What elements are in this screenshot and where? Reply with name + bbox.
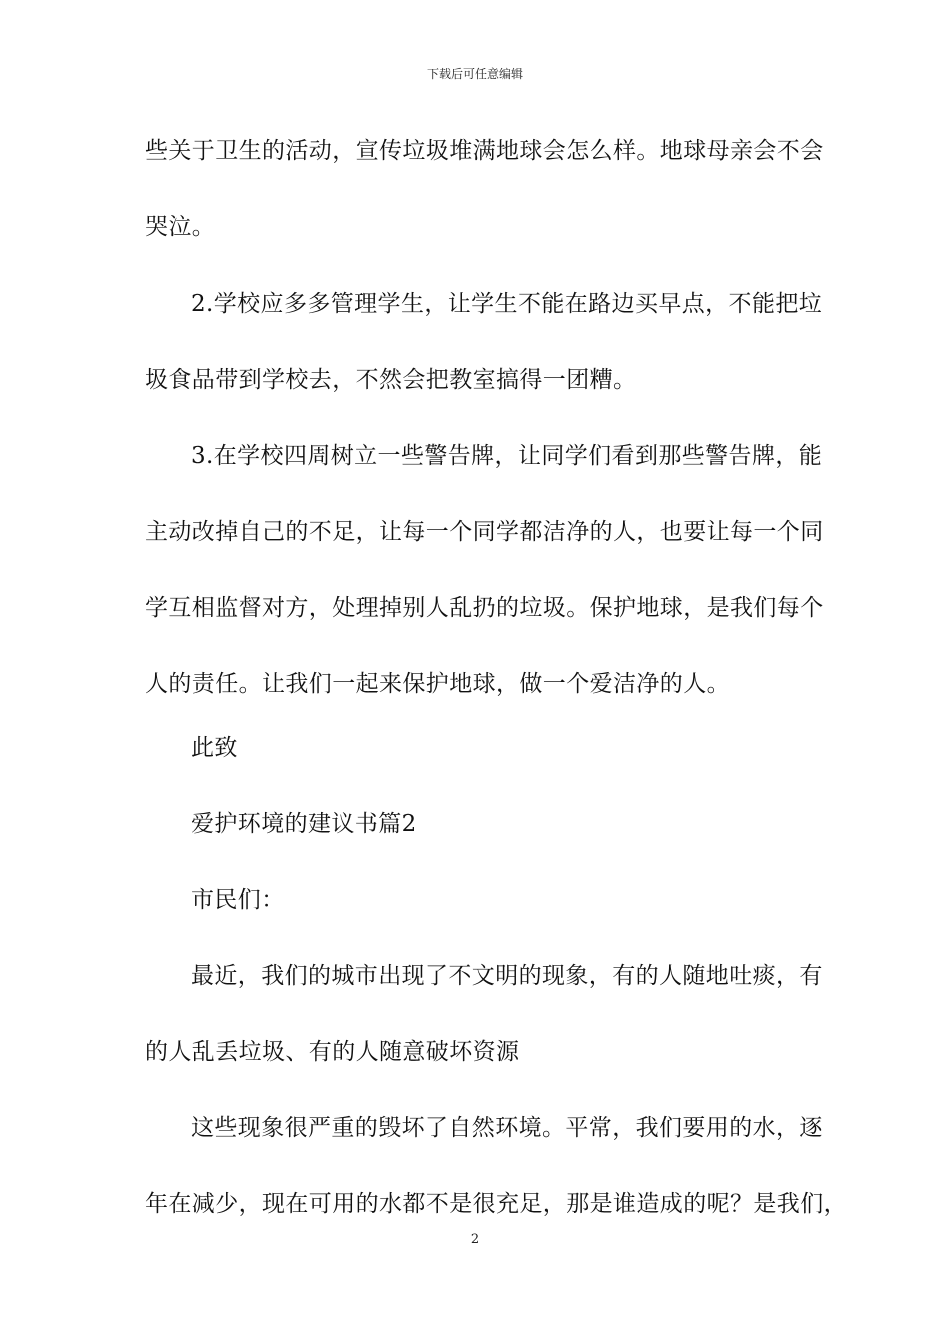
text-line-9: 此致 xyxy=(191,735,238,761)
text-line-4: 圾食品带到学校去，不然会把教室搞得一团糟。 xyxy=(145,367,637,393)
text-line-5: 3.在学校四周树立一些警告牌，让同学们看到那些警告牌，能 xyxy=(191,443,823,469)
text-line-12: 最近，我们的城市出现了不文明的现象，有的人随地吐痰，有 xyxy=(191,963,823,989)
text-line-14: 这些现象很严重的毁坏了自然环境。平常，我们要用的水，逐 xyxy=(191,1115,823,1141)
text-line-15: 年在减少，现在可用的水都不是很充足，那是谁造成的呢？是我们， xyxy=(145,1191,847,1217)
page-number: 2 xyxy=(470,1232,480,1247)
page-header: 下载后可任意编辑 xyxy=(426,67,523,81)
text-line-3: 2.学校应多多管理学生，让学生不能在路边买早点，不能把垃 xyxy=(191,291,823,317)
text-line-8: 人的责任。让我们一起来保护地球，做一个爱洁净的人。 xyxy=(145,671,730,697)
section-heading: 爱护环境的建议书篇2 xyxy=(191,811,417,837)
text-line-13: 的人乱丢垃圾、有的人随意破坏资源 xyxy=(145,1039,520,1065)
text-line-1: 些关于卫生的活动，宣传垃圾堆满地球会怎么样。地球母亲会不会 xyxy=(145,138,824,164)
text-line-7: 学互相监督对方，处理掉别人乱扔的垃圾。保护地球，是我们每个 xyxy=(145,595,824,621)
text-line-2: 哭泣。 xyxy=(145,214,216,240)
text-line-6: 主动改掉自己的不足，让每一个同学都洁净的人，也要让每一个同 xyxy=(145,519,824,545)
salutation: 市民们： xyxy=(191,887,285,913)
